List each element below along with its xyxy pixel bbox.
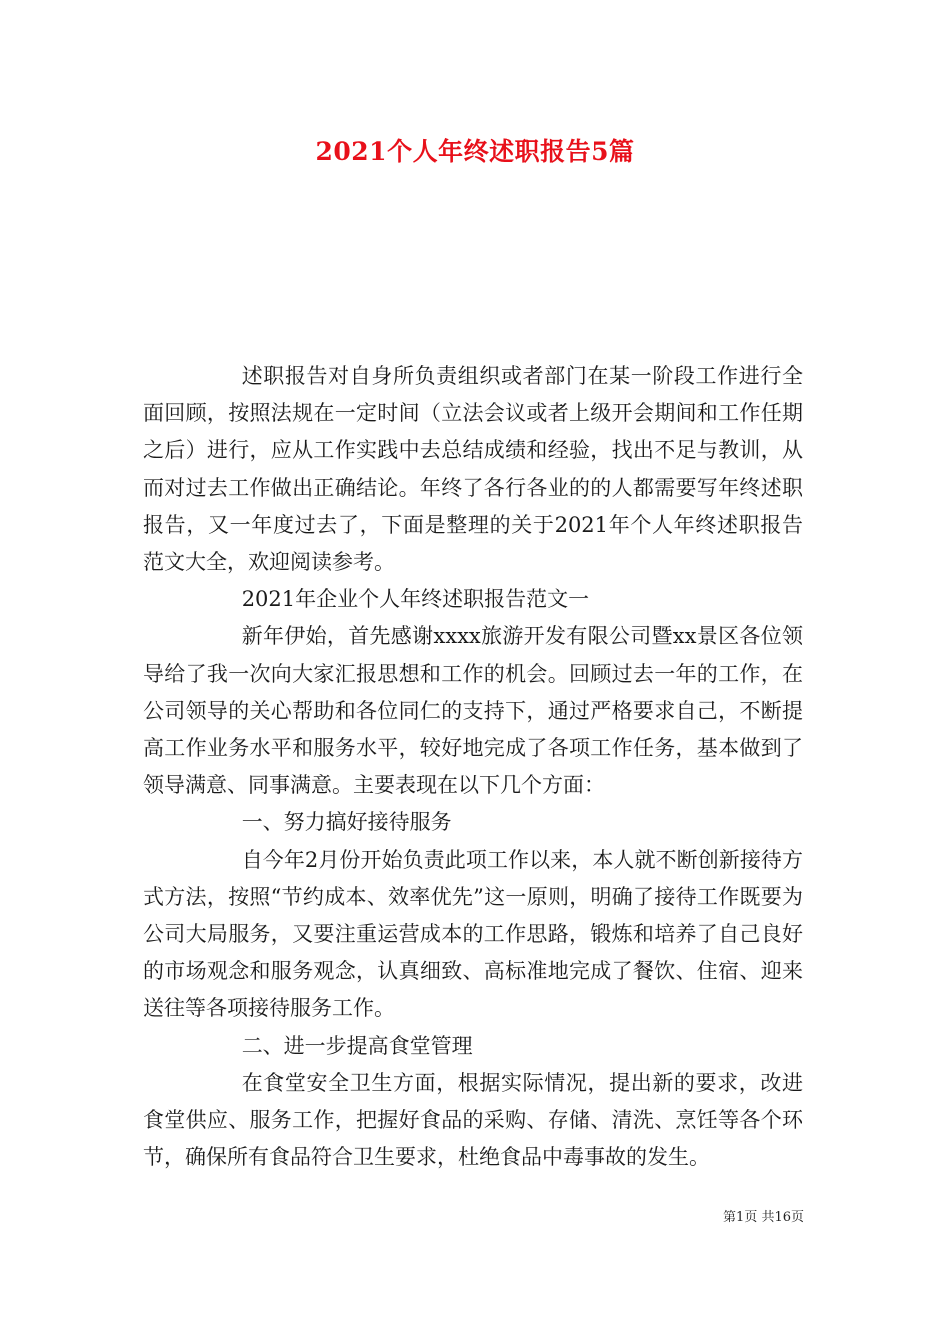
body-paragraph: 自今年2月份开始负责此项工作以来，本人就不断创新接待方式方法，按照“节约成本、效率优先”这一原则，明确了接待工作既要为公司大局服务，又要注重运营成本的工作思路，锻炼和培养了自己良好的市场观念和服务观念，认真细致、高标准地完成了餐饮、住宿、迎来送往等各项接待服务工作。 <box>143 847 803 1021</box>
body-paragraph: 在食堂安全卫生方面，根据实际情况，提出新的要求，改进食堂供应、服务工作，把握好食品的采购、存储、清洗、烹饪等各个环节，确保所有食品符合卫生要求，杜绝食品中毒事故的发生。 <box>143 1070 803 1170</box>
body-paragraph: 新年伊始，首先感谢xxxx旅游开发有限公司暨xx景区各位领导给了我一次向大家汇报思想和工作的机会。回顾过去一年的工作，在公司领导的关心帮助和各位同仁的支持下，通过严格要求自己，不断提高工作业务水平和服务水平，较好地完成了各项工作任务，基本做到了领导满意、同事满意。主要表现在以下几个方面： <box>143 624 803 798</box>
document-body <box>143 358 803 1176</box>
subheading-reception-service: 一、努力搞好接待服务 <box>241 810 452 835</box>
intro-paragraph: 述职报告对自身所负责组织或者部门在某一阶段工作进行全面回顾，按照法规在一定时间（立法会议或者上级开会期间和工作任期之后）进行，应从工作实践中去总结成绩和经验，找出不足与教训，从而对过去工作做出正确结论。年终了各行各业的的人都需要写年终述职报告，又一年度过去了，下面是整理的关于2021年个人年终述职报告范文大全，欢迎阅读参考。 <box>143 364 803 575</box>
subheading-canteen-management: 二、进一步提高食堂管理 <box>241 1033 473 1058</box>
page-number: 第1页 共16页 <box>723 1210 804 1225</box>
section-heading-sample-one: 2021年企业个人年终述职报告范文一 <box>241 587 590 612</box>
document-title: 2021个人年终述职报告5篇 <box>315 137 635 166</box>
